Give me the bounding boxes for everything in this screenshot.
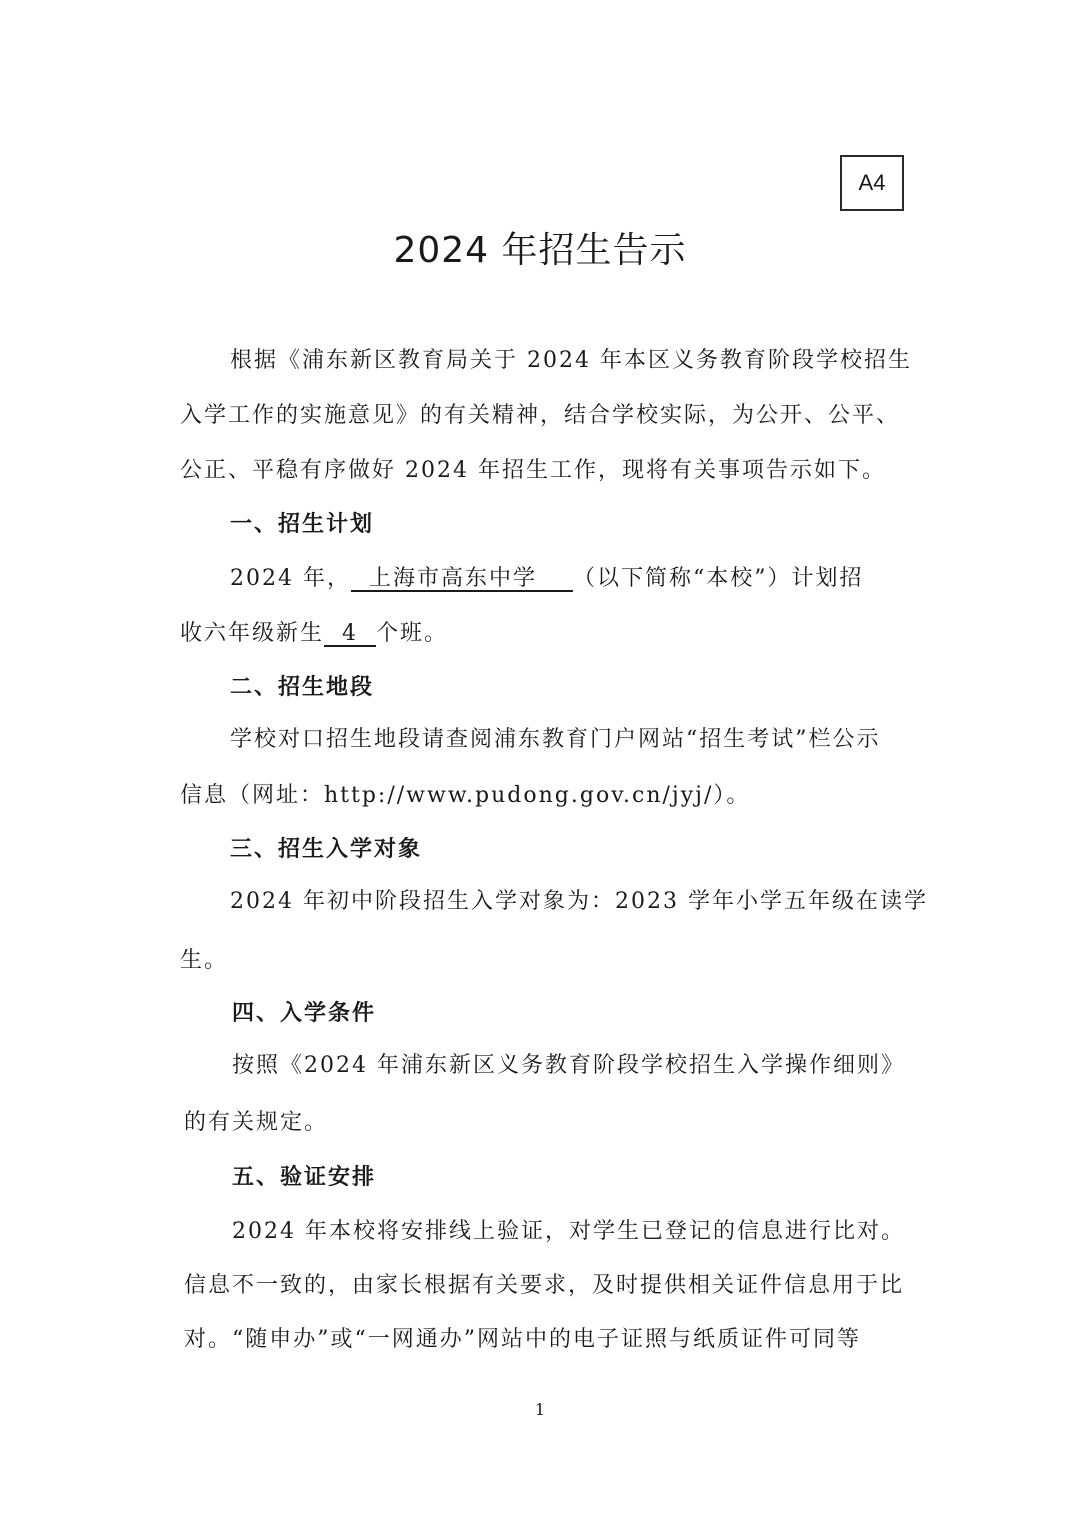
class-count: 4 <box>324 621 376 646</box>
enrollment-plan-text: 个班。 <box>376 621 449 646</box>
intro-line-1: 根据《浦东新区教育局关于 2024 年本区义务教育阶段学校招生 <box>230 348 912 373</box>
intro-line-2: 入学工作的实施意见》的有关精神，结合学校实际，为公开、公平、 <box>180 403 901 428</box>
section-heading-admission-conditions: 四、入学条件 <box>232 1001 377 1026</box>
enrollment-plan-line-1 <box>230 561 863 592</box>
verification-line-3: 对。“随申办”或“一网通办”网站中的电子证照与纸质证件可同等 <box>184 1327 861 1352</box>
admission-conditions-line-2: 的有关规定。 <box>184 1110 329 1135</box>
document-title: 2024 年招生告示 <box>393 230 687 271</box>
admission-conditions-line-1: 按照《2024 年浦东新区义务教育阶段学校招生入学操作细则》 <box>232 1053 905 1078</box>
section-heading-enrollment-plan: 一、招生计划 <box>230 512 375 537</box>
eligible-students-line-2: 生。 <box>180 948 229 973</box>
eligible-students-line-1: 2024 年初中阶段招生入学对象为：2023 学年小学五年级在读学 <box>230 889 928 914</box>
form-code: A4 <box>858 170 886 195</box>
page-number: 1 <box>534 1400 546 1419</box>
enrollment-plan-line-2 <box>180 616 448 647</box>
enrollment-plan-text: 2024 年， <box>230 566 351 591</box>
school-name: 上海市高东中学 <box>350 566 573 591</box>
section-heading-verification: 五、验证安排 <box>232 1165 377 1190</box>
section-heading-eligible-students: 三、招生入学对象 <box>230 837 423 862</box>
form-code-box <box>840 155 904 211</box>
enrollment-area-line-1: 学校对口招生地段请查阅浦东教育门户网站“招生考试”栏公示 <box>230 727 881 752</box>
enrollment-area-line-2: 信息（网址：http://www.pudong.gov.cn/jyj/）。 <box>180 783 751 808</box>
verification-line-1: 2024 年本校将安排线上验证，对学生已登记的信息进行比对。 <box>232 1219 905 1244</box>
section-heading-enrollment-area: 二、招生地段 <box>230 675 375 700</box>
enrollment-plan-text: （以下简称“本校”）计划招 <box>572 566 864 591</box>
enrollment-plan-text: 收六年级新生 <box>180 621 325 646</box>
verification-line-2: 信息不一致的，由家长根据有关要求，及时提供相关证件信息用于比 <box>184 1273 905 1298</box>
intro-line-3: 公正、平稳有序做好 2024 年招生工作，现将有关事项告示如下。 <box>180 458 886 483</box>
